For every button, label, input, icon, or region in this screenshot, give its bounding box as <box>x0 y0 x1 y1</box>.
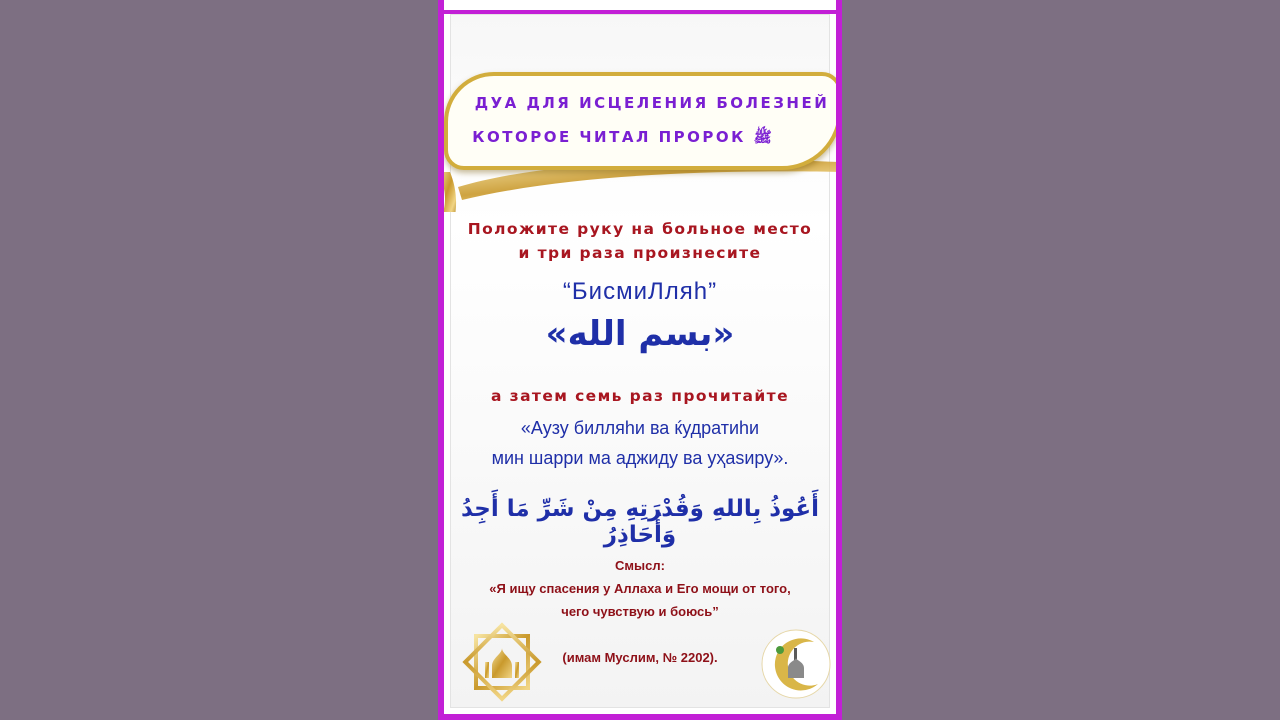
title-line-1: ДУА ДЛЯ ИСЦЕЛЕНИЯ БОЛЕЗНЕЙ <box>474 94 830 112</box>
title-banner <box>444 72 842 170</box>
meaning-line-2: чего чувствую и боюсь” <box>561 604 719 619</box>
meaning-line-1: «Я ищу спасения у Аллаха и Его мощи от того, <box>489 581 791 596</box>
second-instruction: а затем семь раз прочитайте <box>491 387 789 405</box>
instruction-line-1: Положите руку на больное место <box>467 220 813 238</box>
top-strip <box>444 0 836 14</box>
source-reference: (имам Муслим, № 2202). <box>562 650 718 665</box>
title-line-2: КОТОРОЕ ЧИТАЛ ПРОРОК ﷺ <box>472 128 772 146</box>
bismillah-transliteration: “БисмиЛляh” <box>562 278 718 305</box>
bismillah-arabic: «بسم الله» <box>545 314 735 354</box>
dua-transliteration-line-2: мин шарри ма аджиду ва уҳаѕиру». <box>491 448 789 468</box>
crescent-mosque-logo-icon <box>760 628 832 700</box>
mosque-star-emblem-icon <box>462 622 542 702</box>
dua-transliteration-line-1: «Аузу билляhи ва ќудратиhи <box>520 418 760 438</box>
dua-arabic: أَعُوذُ بِاللهِ وَقُدْرَتِهِ مِنْ شَرِّ مَا أَجِدُ وَأُحَاذِرُ <box>460 496 820 548</box>
dua-card <box>438 0 842 720</box>
instruction-line-2: и три раза произнесите <box>518 244 762 262</box>
meaning-label: Смысл: <box>615 558 665 573</box>
